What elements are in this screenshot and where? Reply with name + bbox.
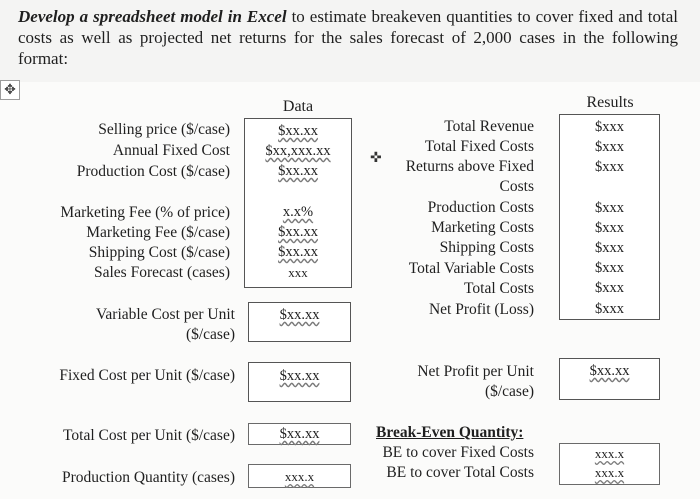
breakeven-fixed-label: BE to cover Fixed Costs bbox=[382, 444, 534, 461]
move-icon[interactable]: ✥ bbox=[0, 80, 20, 100]
result-label-costs: Costs bbox=[499, 178, 534, 195]
result-value-shipping-costs[interactable]: $xxx bbox=[595, 240, 624, 256]
breakeven-total-value[interactable]: xxx.x bbox=[594, 465, 625, 480]
variable-cost-label-unit: ($/case) bbox=[185, 326, 235, 343]
result-value-marketing-costs[interactable]: $xxx bbox=[595, 220, 624, 236]
data-label-marketing-pct: Marketing Fee (% of price) bbox=[60, 204, 230, 221]
result-value-total-costs[interactable]: $xxx bbox=[595, 280, 624, 296]
result-value-total-fixed[interactable]: $xxx bbox=[595, 139, 624, 155]
variable-cost-label: Variable Cost per Unit bbox=[95, 306, 235, 323]
results-header: Results bbox=[586, 94, 634, 111]
data-label-sales-forecast: Sales Forecast (cases) bbox=[93, 264, 230, 281]
result-label-total-fixed: Total Fixed Costs bbox=[424, 138, 534, 155]
net-profit-unit-label: Net Profit per Unit bbox=[417, 363, 534, 380]
result-value-net-profit[interactable]: $xxx bbox=[595, 301, 624, 317]
total-cost-unit-label: Total Cost per Unit ($/case) bbox=[63, 427, 235, 444]
result-value-returns-fixed[interactable]: $xxx bbox=[595, 159, 624, 175]
data-label-selling-price: Selling price ($/case) bbox=[98, 121, 230, 138]
data-label-marketing-case: Marketing Fee ($/case) bbox=[86, 224, 230, 241]
instructions-emphasis: Develop a spreadsheet model in Excel bbox=[18, 7, 287, 26]
result-label-net-profit: Net Profit (Loss) bbox=[428, 301, 534, 318]
result-label-returns-fixed: Returns above Fixed bbox=[405, 158, 534, 175]
breakeven-total-label: BE to cover Total Costs bbox=[386, 464, 534, 481]
variable-cost-value[interactable]: $xx.xx bbox=[279, 307, 320, 323]
breakeven-header: Break-Even Quantity: bbox=[376, 424, 524, 441]
data-label-shipping-cost: Shipping Cost ($/case) bbox=[88, 244, 230, 261]
data-label-production-cost: Production Cost ($/case) bbox=[76, 163, 230, 180]
net-profit-unit-value[interactable]: $xx.xx bbox=[589, 363, 630, 379]
result-label-total-revenue: Total Revenue bbox=[444, 118, 534, 135]
result-label-shipping-costs: Shipping Costs bbox=[439, 239, 534, 256]
instructions-paragraph bbox=[18, 6, 678, 69]
breakeven-fixed-value[interactable]: xxx.x bbox=[594, 446, 625, 461]
result-label-total-variable: Total Variable Costs bbox=[408, 260, 534, 277]
data-value-marketing-case[interactable]: $xx.xx bbox=[278, 224, 318, 240]
result-label-marketing-costs: Marketing Costs bbox=[431, 219, 534, 236]
data-header: Data bbox=[282, 98, 314, 115]
data-value-shipping-cost[interactable]: $xx.xx bbox=[278, 244, 318, 260]
net-profit-unit-label-unit: ($/case) bbox=[484, 383, 534, 400]
result-label-production-costs: Production Costs bbox=[427, 199, 534, 216]
result-label-total-costs: Total Costs bbox=[464, 280, 534, 297]
data-value-selling-price[interactable]: $xx.xx bbox=[278, 123, 318, 139]
data-value-marketing-pct[interactable]: x.x% bbox=[282, 204, 314, 220]
production-qty-label: Production Quantity (cases) bbox=[61, 469, 235, 486]
production-qty-value[interactable]: xxx.x bbox=[284, 469, 315, 484]
cross-cursor-icon: ✜ bbox=[370, 151, 382, 166]
data-value-sales-forecast[interactable]: xxx bbox=[288, 265, 308, 280]
result-value-production-costs[interactable]: $xxx bbox=[595, 200, 624, 216]
instructions-text: to estimate breakeven quantities to cover fixed and total costs as well as projected net returns for the sales forecast of 2,000 cases in the following format: bbox=[18, 7, 678, 68]
result-value-total-variable[interactable]: $xxx bbox=[595, 260, 624, 276]
result-value-total-revenue[interactable]: $xxx bbox=[595, 119, 624, 135]
data-value-annual-fixed[interactable]: $xx,xxx.xx bbox=[265, 143, 331, 159]
fixed-cost-unit-value[interactable]: $xx.xx bbox=[279, 368, 320, 384]
data-value-production-cost[interactable]: $xx.xx bbox=[278, 163, 318, 179]
data-label-annual-fixed: Annual Fixed Cost bbox=[112, 142, 230, 159]
fixed-cost-unit-label: Fixed Cost per Unit ($/case) bbox=[59, 367, 235, 384]
total-cost-unit-value[interactable]: $xx.xx bbox=[279, 426, 320, 442]
